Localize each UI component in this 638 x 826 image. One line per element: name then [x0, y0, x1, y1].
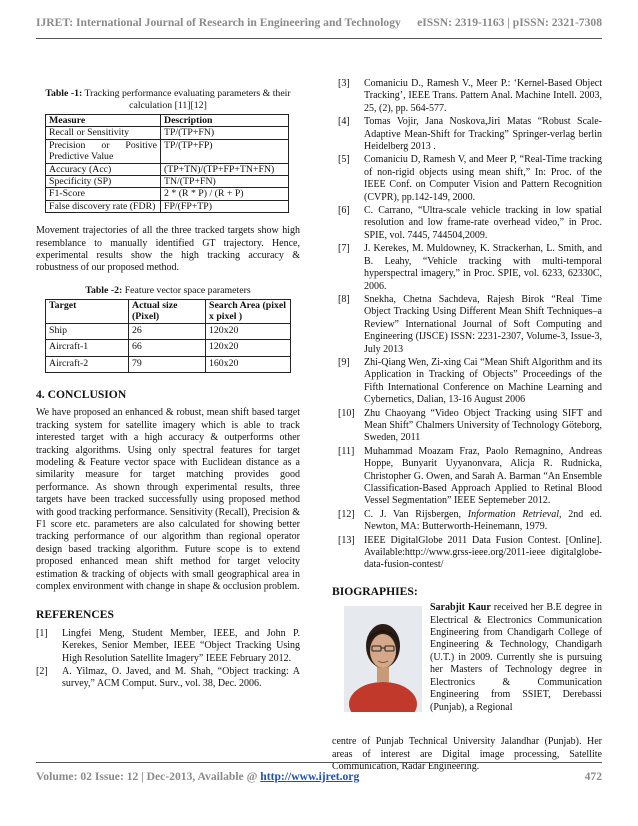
biography-block — [338, 602, 602, 736]
table-row: Ship 26 120x20 — [46, 323, 291, 339]
table1-header-description: Description — [161, 115, 289, 127]
reference-item: [8] Snekha, Chetna Sachdeva, Rajesh Birok “Real Time Object Tracking Using Different Mean Shift Techniques–a Review” International Journal of Soft Computing and Engineering (IJSCE) ISSN: 2231-2307, Volume-3, Issue-3, July 2013 — [338, 293, 602, 355]
author-portrait-icon — [344, 606, 422, 712]
right-column — [332, 78, 603, 773]
reference-item: [10] Zhu Chaoyang “Video Object Tracking using SIFT and Mean Shift” Chalmers University of Technology Göteborg, Sweden, 2011 — [338, 407, 602, 444]
reference-item: [2] A. Yilmaz, O. Javed, and M. Shah, “Object tracking: A survey,” ACM Comput. Surv., vol. 38, Dec. 2006. — [36, 666, 300, 690]
reference-item: [5] Comaniciu D, Ramesh V, and Meer P, “Real-Time tracking of non-rigid objects using mean shift,” In: Proc. of the IEEE Conf. on Computer Vision and Pattern Recognition (CVPR), pp.142-149, 2000. — [338, 154, 602, 203]
table-feature-vector — [45, 299, 291, 373]
header-rule — [36, 38, 602, 39]
table-row: Recall or Sensitivity TP/(TP+FN) — [46, 127, 289, 139]
reference-item: [6] C. Carrano, “Ultra-scale vehicle tracking in low spatial resolution and low frame-rate overhead video,” in Proc. SPIE, vol. 7445, 744504,2009. — [338, 205, 602, 241]
table-row: False discovery rate (FDR) FP/(FP+TP) — [46, 200, 289, 212]
table1-header-measure: Measure — [46, 115, 161, 127]
table-row: Aircraft-1 66 120x20 — [46, 340, 291, 356]
footer-rule — [36, 762, 602, 763]
footer-volume: Volume: 02 Issue: 12 | Dec-2013, Available @ — [36, 770, 261, 783]
table2-header-search-area: Search Area (pixel x pixel ) — [206, 299, 291, 323]
references-heading: REFERENCES — [36, 608, 114, 622]
reference-item: [4] Tomas Vojir, Jana Noskova,Jiri Matas “Robust Scale-Adaptive Mean-Shift for Tracking” Springer-verlag berlin Heidelberg 2013 . — [338, 116, 602, 153]
table2-header-size: Actual size (Pixel) — [129, 299, 206, 323]
table-tracking-parameters — [45, 114, 289, 213]
page-footer — [36, 770, 602, 783]
movement-paragraph: Movement trajectories of all the three tracked targets show high resemblance to manually identified GT trajectory. Hence, experimental results show the high tracking accuracy & robustness of our proposed method. — [36, 225, 300, 274]
biographies-heading: BIOGRAPHIES: — [332, 584, 418, 598]
conclusion-text: We have proposed an enhanced & robust, mean shift based target tracking system for satellite imagery which is able to track interested target with a high accuracy & outperforms other tracking algorithms. Using only spectral features for target modeling & Feature vector space with Euclidean distance as a similarity measure for target matching provides good performance. As shown through experimental results, three targets have been tracked successfully using proposed method with good tracking performance. Sensitivity (Recall), Precision & F1 score etc. parameters are also calculated for showing better tracking performance of our algorithm than regional operator design based tracking algorithm. Future scope is to extend proposed enhanced mean shift method for target velocity estimation & tracking of objects with small geographical area in complex environment with change in shape & occlusion problem. — [36, 407, 300, 592]
biography-continued: centre of Punjab Technical University Jalandhar (Punjab). Her areas of interest are Digital image processing, Satellite Communication, Radar Engineering. — [332, 736, 602, 773]
reference-item: [12] C. J. Van Rijsbergen, Information Retrieval, 2nd ed. Newton, MA: Butterworth-Heinemann, 1979. — [338, 508, 603, 533]
table2-caption: Table -2: Feature vector space parameters — [85, 284, 251, 296]
reference-item: [13] IEEE DigitalGlobe 2011 Data Fusion Contest. [Online]. Available:http://www.grss-ieee.org/2011-ieee digitalglobe-data-fusion-contest/ — [338, 534, 602, 571]
page-number: 472 — [584, 770, 602, 783]
reference-item: [1] Lingfei Meng, Student Member, IEEE, and John P. Kerekes, Senior Member, IEEE “Object Tracking Using High Resolution Satellite Imagery” IEEE February 2012. — [36, 627, 300, 664]
table2-header-target: Target — [46, 299, 129, 323]
journal-link[interactable]: http://www.ijret.org — [260, 770, 360, 783]
author-photo — [344, 606, 422, 712]
table-row: Precision or Positive Predictive Value TP/(TP+FP) — [46, 139, 289, 163]
table-row: Accuracy (Acc) (TP+TN)/(TP+FP+TN+FN) — [46, 163, 289, 175]
author-name: Sarabjit Kaur — [430, 602, 491, 614]
left-column — [36, 78, 300, 692]
reference-item: [11] Muhammad Moazam Fraz, Paolo Remagnino, Andreas Hoppe, Bunyarit Uyyanonvara, Alicja R. Rudnicka, Christopher G. Owen, and Sarah A. Barman “An Ensemble Classification-Based Approach Applied to Retinal Blood Vessel Segmentation” IEEE Septemeber 2012. — [338, 445, 602, 507]
table-row: Aircraft-2 79 160x20 — [46, 356, 291, 372]
issn-label: eISSN: 2319-1163 | pISSN: 2321-7308 — [417, 16, 602, 29]
reference-item: [3] Comaniciu D., Ramesh V., Meer P.: ‘Kernel-Based Object Tracking’, IEEE Trans. Pattern Anal. Machine Intell. 2003, 25, (2), pp. 564-577. — [338, 78, 602, 114]
reference-item: [9] Zhi-Qiang Wen, Zi-xing Cai “Mean Shift Algorithm and its Application in Tracking of Objects” Proceedings of the Fifth International Conference on Machine Learning and Cybernetics, Dalian, 13-16 August 2006 — [338, 356, 602, 406]
journal-title: IJRET: International Journal of Research in Engineering and Technology — [36, 16, 401, 29]
page-header — [36, 16, 602, 29]
table1-caption: Table -1: Tracking performance evaluating parameters & their calculation [11][12] — [45, 88, 291, 111]
table-row: F1-Score 2 * (R * P) / (R + P) — [46, 188, 289, 200]
biography-text: Sarabjit Kaur received her B.E degree in Electrical & Electronics Communication Engineering from Chandigarh College of Engineering & Technology, Chandigarh (U.T.) in 2009. Currently she is pursuing her Masters of Technology degree in Electronics & Communication Engineering from SSIET, Derebassi (Punjab), a Regional — [430, 602, 602, 713]
conclusion-heading: 4. CONCLUSION — [36, 387, 127, 401]
reference-item: [7] J. Kerekes, M. Muldowney, K. Strackerhan, L. Smith, and B. Leahy, “Vehicle tracking with multi-temporal hyperspectral imagery,” in Proc. SPIE, vol. 6233, 62330C, 2006. — [338, 243, 602, 292]
table-row: Specificity (SP) TN/(TP+FN) — [46, 176, 289, 188]
